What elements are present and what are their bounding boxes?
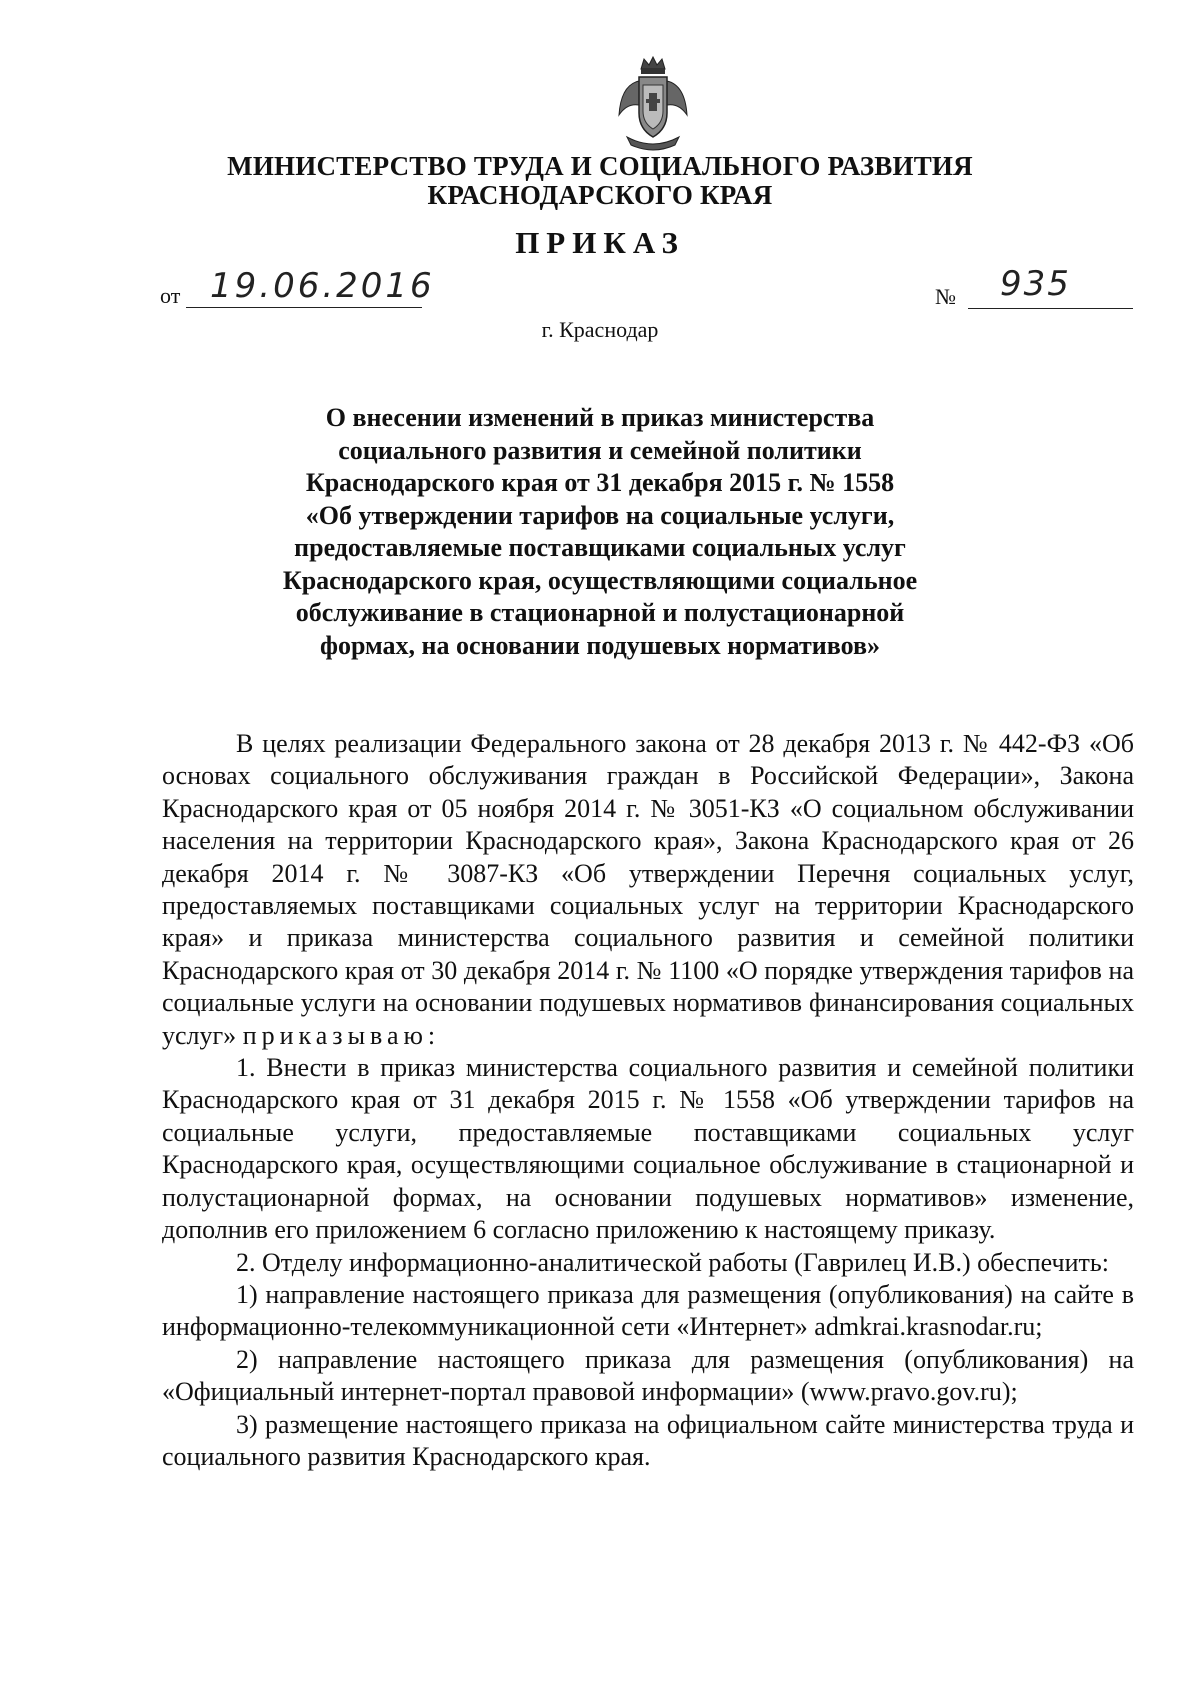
number-underline xyxy=(968,308,1133,309)
handwritten-date: 19.06.2016 xyxy=(210,266,435,306)
subject-line: предоставляемые поставщиками социальных услуг xyxy=(294,533,906,562)
subject-line: «Об утверждении тарифов на социальные услуги, xyxy=(305,500,895,530)
document-type-title: ПРИКАЗ xyxy=(515,225,685,260)
item-2-1-paragraph: 1) направление настоящего приказа для размещения (опубликования) на сайте в информационно-телекоммуникационной сети «Интернет» admkrai.krasnodar.ru; xyxy=(162,1279,1134,1342)
order-subject xyxy=(260,402,940,662)
subject-line: О внесении изменений в приказ министерства xyxy=(325,403,875,432)
city-line: г. Краснодар xyxy=(541,317,659,342)
handwritten-number: 935 xyxy=(1000,264,1071,304)
number-label: № xyxy=(935,284,956,309)
coat-of-arms-icon xyxy=(613,55,693,151)
ministry-name-line1: МИНИСТЕРСТВО ТРУДА И СОЦИАЛЬНОГО РАЗВИТИЯ xyxy=(227,151,973,181)
subject-line: социального развития и семейной политики xyxy=(338,435,862,465)
order-word: приказываю: xyxy=(242,1020,441,1050)
item-1-paragraph: 1. Внести в приказ министерства социального развития и семейной политики Краснодарского края от 31 декабря 2015 г. № 1558 «Об утверждении тарифов на социальные услуги, предоставляемые поставщиками социальных услуг Краснодарского края, осуществляющими социальное обслуживание в стационарной и полустационарной формах, на основании подушевых нормативов» изменение, дополнив его приложением 6 согласно приложению к настоящему приказу. xyxy=(162,1053,1134,1245)
date-underline xyxy=(186,307,422,308)
date-label: от xyxy=(160,283,181,308)
subject-line: обслуживание в стационарной и полустационарной xyxy=(295,598,905,627)
item-2-2-paragraph: 2) направление настоящего приказа для размещения (опубликования) на «Официальный интернет-портал правовой информации» (www.pravo.gov.ru); xyxy=(162,1344,1134,1407)
item-2-paragraph: 2. Отделу информационно-аналитической работы (Гаврилец И.В.) обеспечить: xyxy=(236,1247,1109,1277)
order-body xyxy=(162,728,1134,1473)
subject-line: Краснодарского края от 31 декабря 2015 г. № 1558 xyxy=(305,468,895,497)
subject-line: Краснодарского края, осуществляющими социальное xyxy=(282,565,918,595)
preamble-paragraph xyxy=(162,728,1134,1052)
item-2-3-paragraph: 3) размещение настоящего приказа на официальном сайте министерства труда и социального развития Краснодарского края. xyxy=(162,1409,1134,1471)
subject-line: формах, на основании подушевых нормативов» xyxy=(319,630,881,660)
ministry-name-line2: КРАСНОДАРСКОГО КРАЯ xyxy=(427,180,773,210)
preamble-text: В целях реализации Федерального закона от 28 декабря 2013 г. № 442-ФЗ «Об основах социального обслуживания граждан в Российской Федерации», Закона Краснодарского края от 05 ноября 2014 г. № 3051-КЗ «О социальном обслуживании населения на территории Краснодарского края», Закона Краснодарского края от 26 декабря 2014 г. № 3087-КЗ «Об утверждении Перечня социальных услуг, предоставляемых поставщиками социальных услуг на территории Краснодарского края» и приказа министерства социального развития и семейной политики Краснодарского края от 30 декабря 2014 г. № 1100 «О порядке утверждения тарифов на социальные услуги на основании подушевых нормативов финансирования социальных услуг» xyxy=(162,729,1134,1050)
